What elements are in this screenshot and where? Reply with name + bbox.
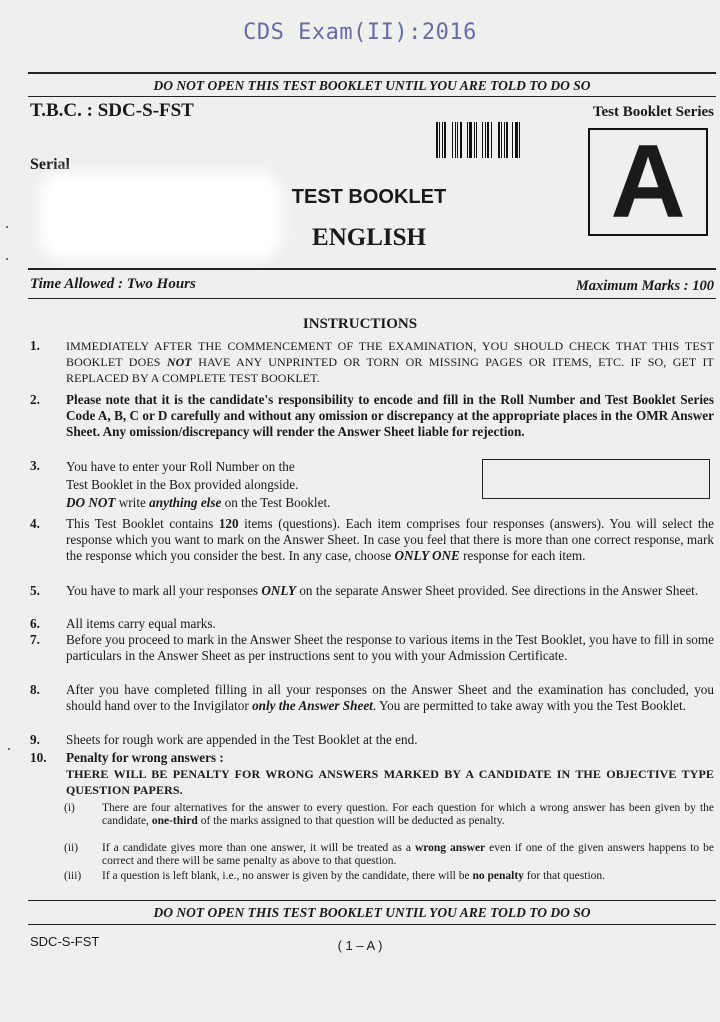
instruction-5 [30, 583, 714, 599]
series-letter-box [588, 124, 708, 240]
barcode-stripe [460, 122, 462, 158]
barcode-stripe [491, 122, 492, 158]
penalty-item-2 [64, 842, 714, 867]
series-label: Test Booklet Series [592, 104, 714, 120]
bottom-rule-bottom [28, 924, 716, 925]
item-number: 9. [30, 732, 40, 747]
booklet-title: TEST BOOKLET [291, 186, 447, 208]
barcode-stripe [444, 122, 446, 158]
barcode-stripe [469, 122, 472, 158]
roll-number-box[interactable] [482, 459, 710, 499]
barcode-stripe [455, 122, 456, 158]
exam-stamp: CDS Exam(II):2016 [243, 20, 477, 45]
barcode-stripe [515, 122, 518, 158]
item-number: 1. [30, 338, 40, 353]
top-rule [28, 72, 716, 74]
instruction-2 [30, 392, 714, 440]
time-rule-bottom [28, 298, 716, 299]
subject-title: ENGLISH [312, 224, 426, 251]
barcode-stripe [467, 122, 468, 158]
item-text: Please note that it is the candidate's responsibility to encode and fill in the Roll Number and Test Booklet Series Code A, B, C or D carefully and without any omission or discrepancy at the appropriate places in the OMR Answer Sheet. Any omission/discrepancy will render the Answer Sheet liable for rejection. [66, 392, 714, 439]
instruction-9 [30, 732, 714, 748]
barcode-stripe [493, 122, 496, 158]
barcode-icon [436, 122, 522, 158]
bottom-banner: DO NOT OPEN THIS TEST BOOKLET UNTIL YOU ARE TOLD TO DO SO [153, 905, 591, 920]
barcode-stripe [498, 122, 500, 158]
barcode-stripe [487, 122, 489, 158]
instruction-4 [30, 516, 714, 564]
instruction-7 [30, 632, 714, 664]
series-letter: A [610, 124, 686, 240]
barcode-stripe [519, 122, 520, 158]
item-number: 10. [30, 750, 47, 765]
barcode-stripe [506, 122, 508, 158]
barcode-stripe [442, 122, 443, 158]
tbc-code: T.B.C. : SDC-S-FST [30, 100, 194, 121]
item-text: Before you proceed to mark in the Answer Sheet the response to various items in the Test Booklet, you have to fill in some particulars in the Answer Sheet as per instructions sent to you with your Admission Certificate. [66, 632, 714, 663]
top-banner: DO NOT OPEN THIS TEST BOOKLET UNTIL YOU ARE TOLD TO DO SO [153, 78, 591, 93]
item-text: After you have completed filling in all your responses on the Answer Sheet and the examination has concluded, you should hand over to the Invigilator only the Answer Sheet. You are permitted to take away with you the Test Booklet. [66, 682, 714, 713]
scan-speck [6, 226, 8, 228]
item-text: Sheets for rough work are appended in the Test Booklet at the end. [66, 732, 418, 747]
barcode-stripe [504, 122, 505, 158]
barcode-stripe [474, 122, 475, 158]
instructions-title: INSTRUCTIONS [302, 316, 418, 332]
instruction-8 [30, 682, 714, 714]
footer-code: SDC-S-FST [30, 934, 100, 949]
serial-label: Serial [30, 156, 70, 173]
penalty-number: (ii) [64, 842, 79, 854]
item-number: 5. [30, 583, 40, 598]
penalty-number: (i) [64, 802, 75, 814]
instruction-1 [30, 338, 714, 386]
item-text: Penalty for wrong answers : THERE WILL BE PENALTY FOR WRONG ANSWERS MARKED BY A CANDIDATE IN THE OBJECTIVE TYPE QUESTION PAPERS. [66, 750, 714, 797]
item-number: 7. [30, 632, 40, 647]
max-marks: Maximum Marks : 100 [575, 278, 714, 294]
item-number: 6. [30, 616, 40, 631]
page-number: ( 1 – A ) [337, 938, 383, 953]
barcode-stripe [510, 122, 511, 158]
instruction-3 [30, 458, 470, 512]
barcode-stripe [463, 122, 465, 158]
bottom-rule-top [28, 900, 716, 901]
barcode-stripe [439, 122, 440, 158]
time-allowed: Time Allowed : Two Hours [30, 276, 196, 292]
instruction-10 [30, 750, 714, 798]
barcode-stripe [485, 122, 486, 158]
barcode-stripe [482, 122, 483, 158]
item-text: IMMEDIATELY AFTER THE COMMENCEMENT OF THE EXAMINATION, YOU SHOULD CHECK THAT THIS TEST BOOKLET DOES NOT HAVE ANY UNPRINTED OR TORN OR MISSING PAGES OR ITEMS, ETC. IF SO, GET IT REPLACED BY A COMPLETE TEST BOOKLET. [66, 339, 714, 385]
penalty-text: If a question is left blank, i.e., no answer is given by the candidate, there will be no penalty for that question. [102, 870, 606, 882]
top-banner-rule [28, 96, 716, 97]
item-text: All items carry equal marks. [66, 616, 216, 631]
barcode-stripe [479, 122, 481, 158]
item-number: 8. [30, 682, 40, 697]
redacted-serial [50, 182, 272, 250]
item-text: You have to mark all your responses ONLY on the separate Answer Sheet provided. See directions in the Answer Sheet. [66, 583, 699, 598]
penalty-item-3 [64, 870, 714, 883]
penalty-text: There are four alternatives for the answer to every question. For each question for which a wrong answer has been given by the candidate, one-third of the marks assigned to that question will be deducted as penalty. [102, 802, 714, 827]
barcode-stripe [457, 122, 458, 158]
scan-speck [8, 748, 10, 750]
time-rule-top [28, 268, 716, 270]
item-number: 4. [30, 516, 40, 531]
barcode-stripe [501, 122, 502, 158]
instruction-6 [30, 616, 714, 632]
penalty-number: (iii) [64, 870, 82, 882]
item-number: 3. [30, 458, 40, 473]
barcode-stripe [448, 122, 451, 158]
barcode-stripe [476, 122, 477, 158]
barcode-stripe [436, 122, 438, 158]
item-text: You have to enter your Roll Number on the Test Booklet in the Box provided alongside. DO NOT write anything else on the Test Booklet. [66, 459, 331, 510]
scan-speck [6, 258, 8, 260]
barcode-stripe [512, 122, 513, 158]
penalty-item-1 [64, 802, 714, 827]
penalty-text: If a candidate gives more than one answer, it will be treated as a wrong answer even if one of the given answers happens to be correct and there will be same penalty as above to that question. [102, 842, 714, 867]
item-number: 2. [30, 392, 40, 407]
barcode-stripe [452, 122, 453, 158]
item-text: This Test Booklet contains 120 items (questions). Each item comprises four responses (answers). You will select the response which you want to mark on the Answer Sheet. In case you feel that there is more than one correct response, mark the response which you consider the best. In any case, choose ONLY ONE response for each item. [66, 516, 714, 563]
